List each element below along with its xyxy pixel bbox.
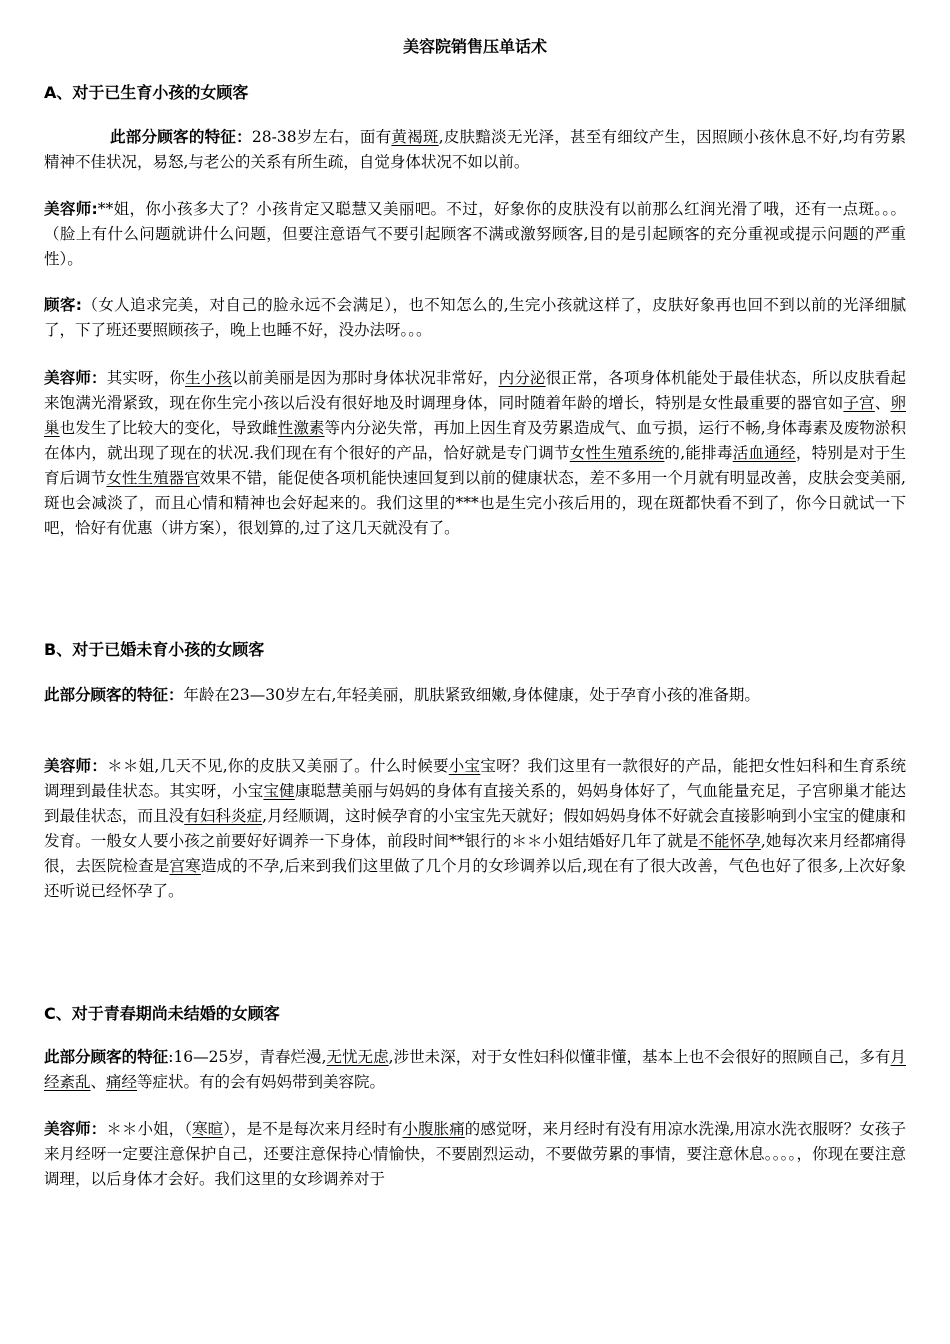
section-c-heading: C、对于青春期尚未结婚的女顾客 — [44, 1004, 280, 1023]
term-link: 卵巢 — [44, 394, 906, 437]
term-link: 生小孩 — [185, 369, 233, 387]
term-link: 子宫 — [843, 394, 875, 412]
term-link: 小腹胀痛 — [402, 1120, 465, 1138]
section-a-dialog-customer: 顾客:（女人追求完美，对自己的脸永远不会满足），也不知怎么的,生完小孩就这样了，皮肤好象再也回不到以前的光泽细腻了，下了班还要照顾孩子，晚上也睡不好，没办法呀。。。 — [44, 296, 907, 339]
term-link: 女性生殖器官 — [106, 469, 200, 487]
term-link: 黄褐斑 — [391, 128, 439, 146]
term-link: 月经紊乱 — [44, 1048, 906, 1091]
term-link: 宫寒 — [169, 857, 201, 875]
section-a-dialog-beautician-2: 美容师：其实呀，你生小孩以前美丽是因为那时身体状况非常好，内分泌很正常，各项身体机能处于最佳状态，所以皮肤看起来饱满光滑紧致，现在你生完小孩以后没有很好地及时调理身体，同时随着年龄的增长，特别是女性最重要的器官如子宫、卵巢也发生了比较大的变化，导致雌性激素等内分泌失常，再加上因生育及劳累造成气、血亏损，运行不畅,身体毒素及废物淤积在体内，就出现了现在的状况.我们现在有个很好的产品，恰好就是专门调节女性生殖系统的,能排毒活血通经，特别是对于生育后调节女性生殖器官效果不错，能促使各项机能快速回复到以前的健康状态，差不多用一个月就有明显改善，皮肤会变美丽,斑也会减淡了，而且心情和精神也会好起来的。我们这里的***也是生完小孩后用的，现在斑都快看不到了，你今日就试一下吧，恰好有优惠（讲方案），很划算的,过了这几天就没有了。 — [44, 369, 906, 537]
term-link: 痛经 — [106, 1073, 138, 1091]
document-title: 美容院销售压单话术 — [402, 37, 547, 56]
term-link: 性激素 — [277, 419, 325, 437]
speaker-label: 美容师: — [44, 200, 98, 218]
term-link: 宝健 — [263, 782, 295, 800]
term-link: 活血通经 — [732, 444, 796, 462]
speaker-label: 美容师： — [44, 757, 108, 775]
section-b-dialog-beautician: 美容师：＊＊姐,几天不见,你的皮肤又美丽了。什么时候要小宝宝呀？我们这里有一款很好的产品，能把女性妇科和生育系统调理到最佳状态。其实呀，小宝宝健康聪慧美丽与妈妈的身体有直接关系的，妈妈身体好了，气血能量充足，子宫卵巢才能达到最佳状态，而且没有妇科炎症,月经顺调，这时候孕育的小宝宝先天就好；假如妈妈身体不好就会直接影响到小宝宝的健康和发育。一般女人要小孩之前要好好调养一下身体，前段时间**银行的＊＊小姐结婚好几年了就是不能怀孕,她每次来月经都痛得很，去医院检查是宫寒造成的不孕,后来到我们这里做了几个月的女珍调养以后,现在有了很大改善，气色也好了很多,上次好象还听说已经怀孕了。 — [44, 757, 906, 900]
section-a-feature-paragraph: 此部分顾客的特征：28-38岁左右，面有黄褐斑,皮肤黯淡无光泽，甚至有细纹产生，因照顾小孩休息不好,均有劳累精神不佳状况，易怒,与老公的关系有所生疏，自觉身体状况不如以前。 — [44, 128, 906, 171]
section-c-feature-paragraph: 此部分顾客的特征:16—25岁，青春烂漫,无忧无虑,涉世未深，对于女性妇科似懂非懂，基本上也不会很好的照顾自己，多有月经紊乱、痛经等症状。有的会有妈妈带到美容院。 — [44, 1048, 906, 1091]
section-a-heading: A、对于已生育小孩的女顾客 — [44, 83, 249, 102]
speaker-label: 美容师： — [44, 1120, 107, 1138]
section-b-feature-paragraph: 此部分顾客的特征：年龄在23—30岁左右,年轻美丽，肌肤紧致细嫩,身体健康，处于孕育小孩的准备期。 — [44, 686, 760, 704]
term-link: 不能怀孕 — [698, 832, 761, 850]
term-link: 内分泌 — [498, 369, 546, 387]
section-c-dialog-beautician: 美容师：＊＊小姐，（寒暄），是不是每次来月经时有小腹胀痛的感觉呀，来月经时有没有用凉水洗澡,用凉水洗衣服呀？女孩子来月经呀一定要注意保护自己，还要注意保持心情愉快，不要剧烈运动，不要做劳累的事情，要注意休息。。。。，你现在要注意调理，以后身体才会好。我们这里的女珍调养对于 — [44, 1120, 906, 1188]
speaker-label: 美容师： — [44, 369, 107, 387]
feature-label: 此部分顾客的特征： — [110, 128, 252, 146]
term-link: 小宝 — [448, 757, 481, 775]
term-link: 有妇科炎症 — [184, 807, 263, 825]
feature-label: 此部分顾客的特征 — [44, 1048, 169, 1066]
section-b-heading: B、对于已婚未育小孩的女顾客 — [44, 640, 265, 659]
section-a-dialog-beautician-1: 美容师:**姐，你小孩多大了？小孩肯定又聪慧又美丽吧。不过，好象你的皮肤没有以前那么红润光滑了哦，还有一点斑。。。（脸上有什么问题就讲什么问题，但要注意语气不要引起顾客不满或激努顾客,目的是引起顾客的充分重视或提示问题的严重性）。 — [44, 200, 906, 268]
term-link: 女性生殖系统 — [569, 444, 665, 462]
term-link: 寒暄 — [192, 1120, 224, 1138]
speaker-label: 顾客: — [44, 296, 82, 314]
feature-label: 此部分顾客的特征： — [44, 686, 184, 704]
term-link: 无忧无虑 — [326, 1048, 389, 1066]
